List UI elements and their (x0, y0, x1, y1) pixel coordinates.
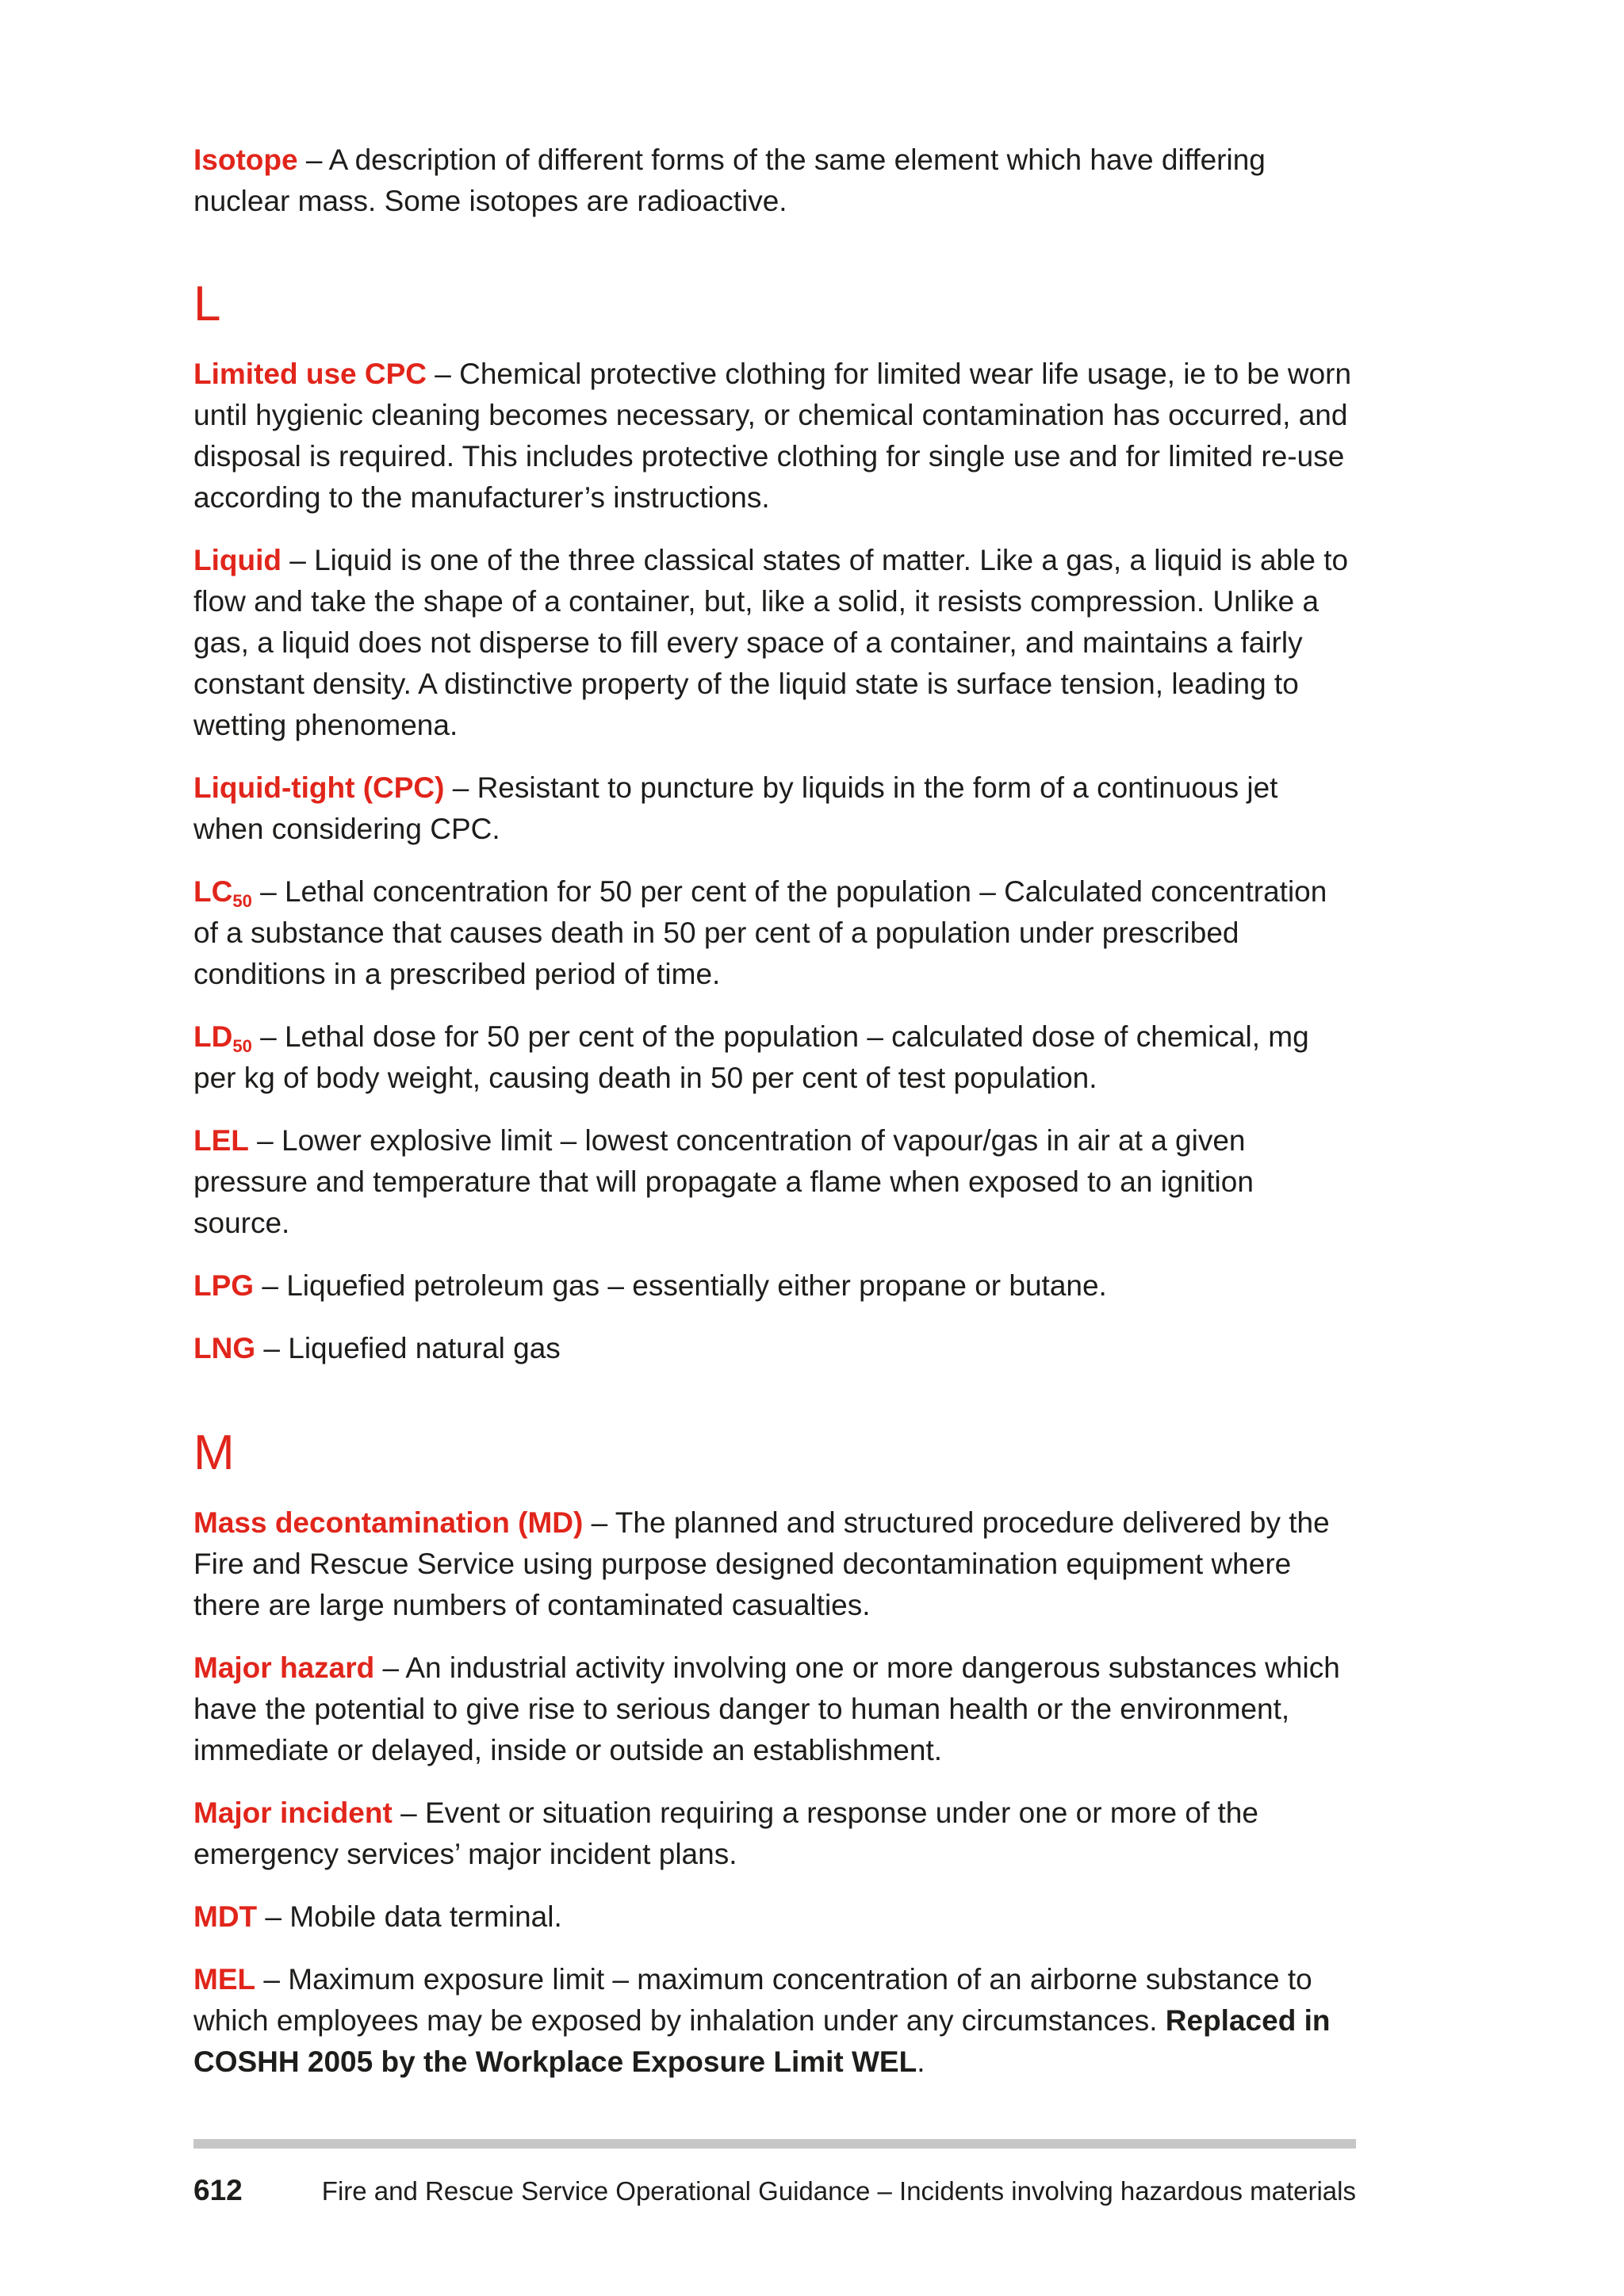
glossary-term: Isotope (193, 144, 298, 176)
glossary-term: MEL (193, 1963, 256, 1996)
glossary-term: Mass decontamination (MD) (193, 1506, 584, 1539)
glossary-definition: – Liquid is one of the three classical states of matter. Like a gas, a liquid is able to flow and take the shape of a container, but, like a solid, it resists compression. Unlike a gas, a liquid does not disperse to fill every space of a container, and maintains a fairly constant density. A distinctive property of the liquid state is surface tension, leading to wetting phenomena. (193, 544, 1349, 741)
glossary-term-subscript: 50 (232, 1036, 252, 1056)
glossary-entry-lng (193, 1328, 1356, 1369)
glossary-definition: – Liquefied natural gas (255, 1332, 561, 1364)
glossary-term: Limited use CPC (193, 358, 427, 390)
glossary-term-subscript: 50 (232, 891, 252, 911)
glossary-term-base: LC (193, 875, 233, 908)
glossary-definition-emphasis: Replaced in COSHH 2005 by the Workplace Exposure Limit WEL (193, 2004, 1331, 2078)
glossary-definition: – Event or situation requiring a response under one or more of the emergency services’ major incident plans. (193, 1797, 1258, 1870)
glossary-entry-mass-decontamination (193, 1502, 1356, 1626)
glossary-entry-ld50 (193, 1016, 1356, 1099)
section-letter-l: L (193, 277, 221, 331)
glossary-term: MDT (193, 1900, 258, 1933)
glossary-term (193, 875, 252, 911)
glossary-entry-lc50 (193, 871, 1356, 995)
glossary-definition-tail: . (917, 2045, 925, 2078)
glossary-definition: – Lethal concentration for 50 per cent of the population – Calculated concentration of a substance that causes death in 50 per cent of a population under prescribed conditions in a prescribed period of time. (193, 875, 1327, 990)
glossary-entry-limited-use-cpc (193, 354, 1356, 519)
glossary-entry-lel (193, 1120, 1356, 1244)
glossary-entry-mdt (193, 1896, 1356, 1938)
glossary-entry-mel (193, 1959, 1356, 2083)
glossary-term: Major incident (193, 1797, 393, 1829)
glossary-term-base: LD (193, 1020, 233, 1053)
glossary-term: Major hazard (193, 1651, 375, 1684)
glossary-entry-major-hazard (193, 1647, 1356, 1771)
glossary-definition: – Chemical protective clothing for limited wear life usage, ie to be worn until hygienic cleaning becomes necessary, or chemical contamination has occurred, and disposal is required. This includes protective clothing for single use and for limited re-use according to the manufacturer’s instructions. (193, 358, 1352, 514)
glossary-entry-lpg (193, 1265, 1356, 1307)
glossary-definition: – Lethal dose for 50 per cent of the population – calculated dose of chemical, mg per kg of body weight, causing death in 50 per cent of test population. (193, 1020, 1309, 1094)
glossary-term (193, 1020, 252, 1056)
page-footer (193, 2174, 1356, 2207)
glossary-page (193, 140, 1356, 2104)
footer-divider (193, 2139, 1356, 2149)
glossary-term: LNG (193, 1332, 256, 1364)
page-number: 612 (193, 2174, 243, 2206)
glossary-entry-liquid (193, 540, 1356, 746)
glossary-term: Liquid (193, 544, 282, 576)
section-letter-m: M (193, 1425, 235, 1480)
glossary-definition: – Mobile data terminal. (257, 1900, 562, 1933)
glossary-term: LEL (193, 1124, 249, 1157)
glossary-definition: – Liquefied petroleum gas – essentially either propane or butane. (254, 1269, 1107, 1302)
glossary-definition: – An industrial activity involving one or more dangerous substances which have the potential to give rise to serious danger to human health or the environment, immediate or delayed, inside or outside an establishment. (193, 1651, 1340, 1766)
glossary-definition: – Resistant to puncture by liquids in the form of a continuous jet when considering CPC. (193, 771, 1278, 845)
glossary-term: Liquid-tight (CPC) (193, 771, 445, 804)
glossary-entry-liquid-tight (193, 767, 1356, 850)
glossary-definition: – A description of different forms of the same element which have differing nuclear mass. Some isotopes are radioactive. (193, 144, 1266, 217)
glossary-entry-isotope (193, 140, 1356, 222)
document-title: Fire and Rescue Service Operational Guidance – Incidents involving hazardous materials (321, 2176, 1356, 2206)
glossary-entry-major-incident (193, 1793, 1356, 1875)
glossary-term: LPG (193, 1269, 255, 1302)
glossary-definition: – Lower explosive limit – lowest concentration of vapour/gas in air at a given pressure and temperature that will propagate a flame when exposed to an ignition source. (193, 1124, 1254, 1239)
glossary-definition: – Maximum exposure limit – maximum concentration of an airborne substance to which employees may be exposed by inhalation under any circumstances. (193, 1963, 1312, 2037)
glossary-definition: – The planned and structured procedure delivered by the Fire and Rescue Service using purpose designed decontamination equipment where there are large numbers of contaminated casualties. (193, 1506, 1330, 1621)
